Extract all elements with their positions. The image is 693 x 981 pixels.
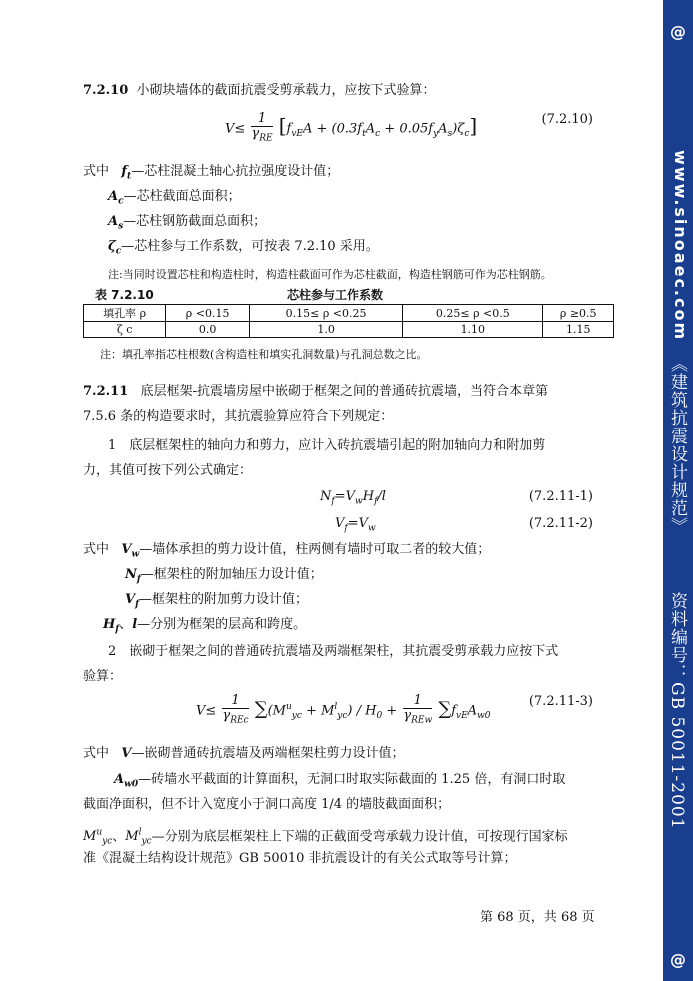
sidebar-code: 资料编号：GB 50011-2001 — [667, 592, 687, 830]
clause-7-2-10: 7.2.10 小砌块墙体的截面抗震受剪承载力，应按下式验算： — [83, 83, 436, 98]
def-nf: $N_f—$框架柱的附加轴压力设计值； — [125, 567, 323, 585]
def-vf: $V_f—$框架柱的附加剪力设计值； — [125, 592, 308, 610]
clause-7-2-11: 7.2.11 底层框架-抗震墙房屋中嵌砌于框架之间的普通砖抗震墙，当符合本章第 — [83, 384, 549, 399]
item-2-cont: 验算： — [83, 669, 123, 684]
table-number: 表 7.2.10 — [95, 288, 154, 302]
table-row: 填孔率 ρ ρ <0.15 0.15≤ ρ <0.25 0.25≤ ρ <0.5 ρ ≥0.5 — [84, 305, 614, 322]
def-as: $A_s—$芯柱钢筋截面总面积； — [108, 214, 267, 232]
sidebar-book-title: 《建筑抗震设计规范》 — [667, 355, 687, 535]
eq-number: (7.2.10) — [541, 112, 593, 127]
page-footer: 第 68 页，共 68 页 — [480, 910, 595, 925]
item-2: 2 嵌砌于框架之间的普通砖抗震墙及两端框架柱，其抗震受剪承载力应按下式 — [108, 644, 559, 659]
def-aw0: $A_{w0}—$砖墙水平截面的计算面积，无洞口时取实际截面的 1.25 倍，有洞口时取 — [114, 772, 566, 790]
def-myc: $M^u_{yc}$、$M^l_{yc}—$分别为底层框架柱上下端的正截面受弯承载力设计值，可按现行国家标 — [83, 828, 568, 847]
coefficient-table — [83, 304, 614, 338]
sidebar-url: www.sinoaec.com — [671, 150, 690, 342]
item-1-cont: 力，其值可按下列公式确定： — [83, 463, 253, 478]
equation-7-2-11-3: V≤ $\frac{1}{\gamma_{REc}}$ $\sum(M^u_{yc} + M^l_{yc}) / H_0$ + $\frac{1}{\gamma_{REw}}$ $\sum f_{vE}A_{w0}$ (7.2.11-3) — [196, 693, 593, 726]
equation-7-2-11-1: $N_f=V_wH_f/l$ (7.2.11-1) — [320, 489, 593, 507]
at-top: @ — [670, 22, 686, 41]
def-ac: $A_c—$芯柱截面总面积； — [108, 189, 241, 207]
equation-7-2-11-2: $V_f=V_w$ (7.2.11-2) — [335, 516, 593, 534]
def-aw0-cont: 截面净面积，但不计入宽度小于洞口高度 1/4 的墙肢截面面积； — [83, 797, 451, 812]
sidebar-banner — [663, 0, 693, 981]
def-zeta: $\zeta_c—$芯柱参与工作系数，可按表 7.2.10 采用。 — [108, 239, 379, 257]
item-1: 1 底层框架柱的轴向力和剪力，应计入砖抗震墙引起的附加轴向力和附加剪 — [108, 438, 546, 453]
def-hf-l: $H_f$、l—分别为框架的层高和跨度。 — [103, 617, 307, 635]
clause-7-2-11-cont: 7.5.6 条的构造要求时，其抗震验算应符合下列规定： — [83, 409, 394, 424]
table-note: 注：填孔率指芯柱根数(含构造柱和填实孔洞数量)与孔洞总数之比。 — [100, 348, 428, 361]
def-myc-cont: 准《混凝土结构设计规范》GB 50010 非抗震设计的有关公式取等号计算； — [83, 851, 517, 866]
note-7-2-10: 注:当同时设置芯柱和构造柱时，构造柱截面可作为芯柱截面，构造柱钢筋可作为芯柱钢筋。 — [108, 268, 552, 281]
table-title: 芯柱参与工作系数 — [287, 288, 384, 302]
table-row: ζ c 0.0 1.0 1.10 1.15 — [84, 322, 614, 338]
def-vw: 式中 $V_w—$墙体承担的剪力设计值，柱两侧有墙时可取二者的较大值； — [83, 542, 491, 560]
at-bottom: @ — [670, 950, 686, 969]
equation-7-2-10: V≤ $\frac{1}{\gamma_{RE}}$ $[f_{vE}A + (0.3f_tA_c + 0.05f_yA_s)\zeta_c]$ (7.2.10) — [225, 111, 593, 144]
def-v: 式中 V—嵌砌普通砖抗震墙及两端框架柱剪力设计值； — [83, 746, 405, 761]
def-ft: 式中 $f_t—$芯柱混凝土轴心抗拉强度设计值； — [83, 164, 340, 182]
